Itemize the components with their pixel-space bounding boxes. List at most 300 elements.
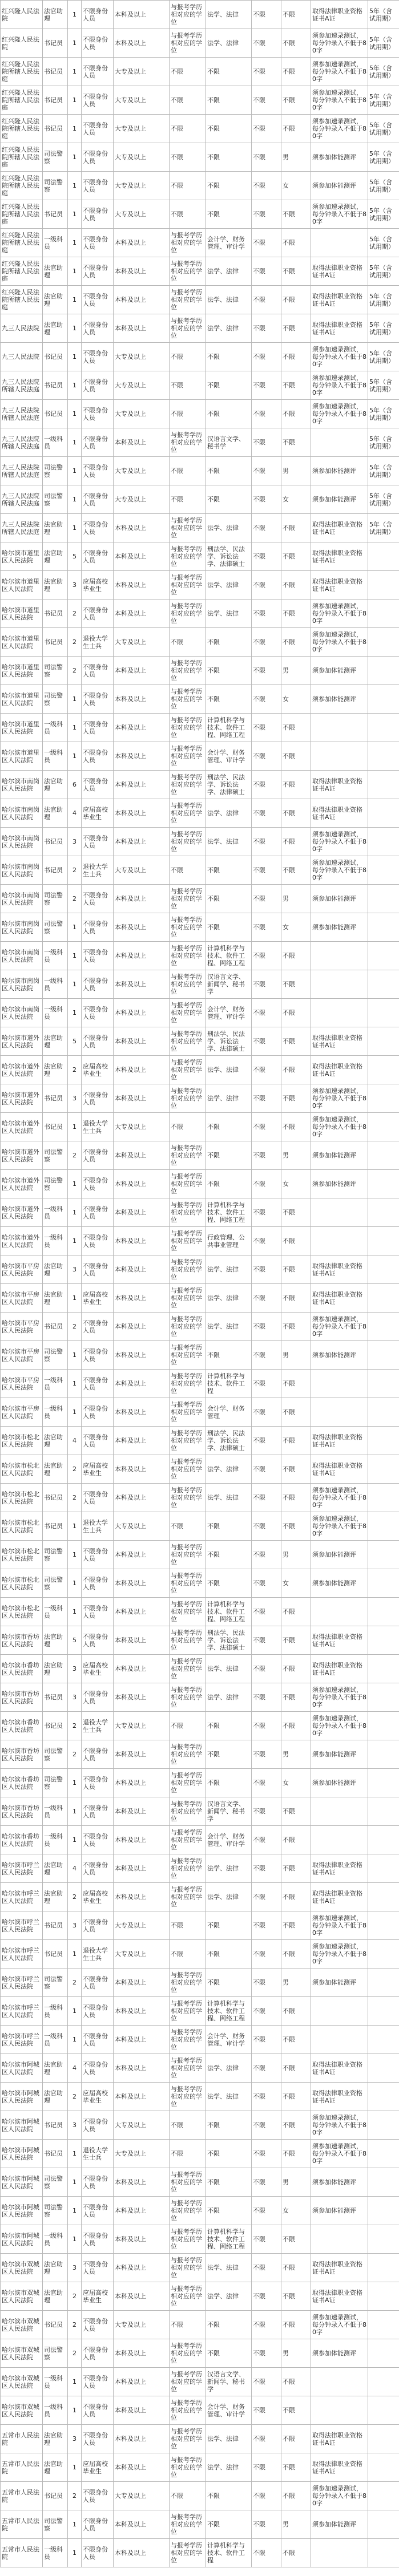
cell-education: 本科及以上 (114, 1769, 170, 1797)
cell-service-period (368, 1056, 399, 1084)
table-row (1, 970, 399, 999)
cell-count: 1 (68, 685, 82, 714)
cell-major: 法学、法律 (206, 1484, 252, 1512)
cell-service-period: 5年（含试用期） (368, 229, 399, 257)
cell-degree: 不限 (170, 2311, 206, 2339)
cell-other-requirements: 须参加速录测试，每分钟录入不低于80字 (311, 1512, 368, 1541)
cell-service-period (368, 1141, 399, 1170)
cell-education: 本科及以上 (114, 1797, 170, 1826)
cell-service-period (368, 742, 399, 771)
cell-position: 法官助理 (43, 2054, 68, 2083)
cell-position: 法官助理 (43, 1255, 68, 1284)
cell-count: 3 (68, 2425, 82, 2453)
cell-count: 3 (68, 1255, 82, 1284)
cell-other-requirements: 须参加体能测评 (311, 1769, 368, 1797)
cell-education: 本科及以上 (114, 1027, 170, 1056)
cell-degree: 与报考学历相对应的学位 (170, 600, 206, 628)
cell-other-requirements: 取得法律职业资格证书A证 (311, 257, 368, 286)
cell-other-requirements: 须参加速录测试，每分钟录入不低于80字 (311, 1683, 368, 1712)
cell-applicant-type: 不限身份人员 (82, 2197, 114, 2225)
cell-agency: 哈尔滨市道里区人民法院 (1, 571, 43, 600)
cell-applicant-type: 不限身份人员 (82, 1027, 114, 1056)
cell-experience: 不限 (252, 1797, 281, 1826)
cell-count: 1 (68, 2396, 82, 2425)
cell-degree: 与报考学历相对应的学位 (170, 1769, 206, 1797)
cell-other-requirements (311, 428, 368, 457)
cell-agency: 哈尔滨市平房区人民法院 (1, 1398, 43, 1427)
cell-applicant-type: 不限身份人员 (82, 1170, 114, 1198)
cell-position: 书记员 (43, 856, 68, 885)
cell-experience: 不限 (252, 1997, 281, 2026)
cell-agency: 哈尔滨市松北区人民法院 (1, 1598, 43, 1626)
cell-education: 大专及以上 (114, 172, 170, 200)
cell-service-period (368, 1740, 399, 1769)
table-row (1, 143, 399, 172)
cell-other-requirements (311, 2396, 368, 2425)
cell-service-period (368, 913, 399, 942)
cell-position: 法官助理 (43, 571, 68, 600)
cell-position: 书记员 (43, 2140, 68, 2168)
table-row (1, 2339, 399, 2368)
cell-count: 3 (68, 1683, 82, 1712)
cell-gender: 男 (281, 457, 311, 485)
cell-service-period (368, 1655, 399, 1683)
cell-gender: 女 (281, 685, 311, 714)
cell-count: 1 (68, 1170, 82, 1198)
cell-education: 本科及以上 (114, 29, 170, 58)
cell-agency: 哈尔滨市道里区人民法院 (1, 600, 43, 628)
cell-major: 不限 (206, 2168, 252, 2197)
cell-other-requirements (311, 1598, 368, 1626)
cell-applicant-type: 不限身份人员 (82, 371, 114, 400)
cell-count: 2 (68, 1141, 82, 1170)
cell-position: 法官助理 (43, 1626, 68, 1655)
cell-applicant-type: 应届高校毕业生 (82, 1655, 114, 1683)
cell-count: 2 (68, 2311, 82, 2339)
cell-gender: 不限 (281, 2054, 311, 2083)
cell-position: 一级科员 (43, 1227, 68, 1255)
cell-service-period (368, 1598, 399, 1626)
cell-gender: 不限 (281, 942, 311, 970)
table-row (1, 1027, 399, 1056)
cell-major: 不限 (206, 1740, 252, 1769)
cell-gender: 不限 (281, 514, 311, 542)
cell-education: 大专及以上 (114, 1512, 170, 1541)
cell-major: 汉语言文学、新闻学、秘书学 (206, 2368, 252, 2396)
cell-count: 1 (68, 1598, 82, 1626)
cell-degree: 不限 (170, 343, 206, 371)
table-row (1, 885, 399, 913)
cell-education: 大专及以上 (114, 200, 170, 229)
cell-position: 书记员 (43, 1113, 68, 1141)
cell-experience: 不限 (252, 1455, 281, 1484)
cell-major: 不限 (206, 2140, 252, 2168)
cell-degree: 与报考学历相对应的学位 (170, 1227, 206, 1255)
cell-service-period (368, 2425, 399, 2453)
cell-count: 1 (68, 2140, 82, 2168)
cell-degree: 与报考学历相对应的学位 (170, 2197, 206, 2225)
cell-other-requirements: 取得法律职业资格证书A证 (311, 314, 368, 343)
cell-degree: 与报考学历相对应的学位 (170, 428, 206, 457)
cell-degree: 与报考学历相对应的学位 (170, 1056, 206, 1084)
cell-degree: 与报考学历相对应的学位 (170, 1740, 206, 1769)
cell-experience: 不限 (252, 2482, 281, 2510)
cell-applicant-type: 退役大学生士兵 (82, 1512, 114, 1541)
cell-applicant-type: 不限身份人员 (82, 1626, 114, 1655)
cell-degree: 与报考学历相对应的学位 (170, 1683, 206, 1712)
cell-education: 本科及以上 (114, 2396, 170, 2425)
cell-major: 计算机科学与技术、软件工程 (206, 1370, 252, 1398)
cell-experience: 不限 (252, 86, 281, 115)
cell-applicant-type: 不限身份人员 (82, 771, 114, 799)
table-row (1, 1541, 399, 1569)
cell-agency: 哈尔滨市阿城区人民法院 (1, 2083, 43, 2111)
cell-major: 不限 (206, 200, 252, 229)
cell-major: 法学、法律 (206, 799, 252, 828)
table-row (1, 2311, 399, 2339)
cell-position: 司法警察 (43, 1569, 68, 1598)
cell-gender: 不限 (281, 1427, 311, 1455)
cell-applicant-type: 不限身份人员 (82, 400, 114, 428)
cell-degree: 与报考学历相对应的学位 (170, 2225, 206, 2254)
table-row (1, 571, 399, 600)
table-row (1, 1313, 399, 1341)
cell-count: 1 (68, 1826, 82, 1854)
cell-applicant-type: 不限身份人员 (82, 2482, 114, 2510)
cell-service-period: 5年（含试用期） (368, 143, 399, 172)
cell-experience: 不限 (252, 657, 281, 685)
cell-count: 1 (68, 229, 82, 257)
cell-education: 本科及以上 (114, 657, 170, 685)
cell-degree: 不限 (170, 1712, 206, 1740)
cell-degree: 与报考学历相对应的学位 (170, 1341, 206, 1370)
cell-count: 1 (68, 2197, 82, 2225)
cell-degree: 与报考学历相对应的学位 (170, 2510, 206, 2539)
cell-position: 书记员 (43, 1683, 68, 1712)
cell-gender: 男 (281, 2339, 311, 2368)
cell-count: 1 (68, 457, 82, 485)
cell-degree: 与报考学历相对应的学位 (170, 229, 206, 257)
cell-agency: 哈尔滨市双城区人民法院 (1, 2311, 43, 2339)
cell-gender: 不限 (281, 856, 311, 885)
cell-experience: 不限 (252, 2111, 281, 2140)
cell-position: 书记员 (43, 600, 68, 628)
cell-applicant-type: 不限身份人员 (82, 457, 114, 485)
table-row (1, 2026, 399, 2054)
cell-degree: 与报考学历相对应的学位 (170, 1598, 206, 1626)
cell-other-requirements: 须参加速录测试，每分钟录入不低于80字 (311, 2311, 368, 2339)
cell-other-requirements: 须参加体能测评 (311, 2339, 368, 2368)
cell-service-period (368, 1113, 399, 1141)
cell-service-period (368, 628, 399, 657)
cell-service-period (368, 1969, 399, 1997)
cell-degree: 与报考学历相对应的学位 (170, 257, 206, 286)
cell-degree: 与报考学历相对应的学位 (170, 2026, 206, 2054)
cell-major: 会计学、财务管理、审计学 (206, 2026, 252, 2054)
table-row (1, 628, 399, 657)
cell-experience: 不限 (252, 343, 281, 371)
cell-gender: 不限 (281, 2111, 311, 2140)
cell-position: 一级科员 (43, 714, 68, 742)
cell-other-requirements: 取得法律职业资格证书A证 (311, 1883, 368, 1911)
cell-position: 书记员 (43, 2111, 68, 2140)
cell-other-requirements: 须参加速录测试，每分钟录入不低于80字 (311, 2482, 368, 2510)
cell-education: 本科及以上 (114, 2168, 170, 2197)
cell-position: 司法警察 (43, 657, 68, 685)
cell-education: 大专及以上 (114, 2140, 170, 2168)
cell-gender: 不限 (281, 828, 311, 856)
cell-position: 法官助理 (43, 286, 68, 314)
cell-applicant-type: 不限身份人员 (82, 1427, 114, 1455)
cell-experience: 不限 (252, 286, 281, 314)
table-row (1, 314, 399, 343)
cell-education: 本科及以上 (114, 2054, 170, 2083)
table-row (1, 1398, 399, 1427)
cell-experience: 不限 (252, 1569, 281, 1598)
cell-position: 书记员 (43, 29, 68, 58)
cell-gender: 不限 (281, 58, 311, 86)
cell-applicant-type: 不限身份人员 (82, 257, 114, 286)
cell-education: 本科及以上 (114, 600, 170, 628)
cell-other-requirements: 须参加体能测评 (311, 1740, 368, 1769)
cell-position: 书记员 (43, 58, 68, 86)
table-row (1, 2197, 399, 2225)
cell-major: 刑法学、民法学、诉讼法学、法律硕士 (206, 542, 252, 571)
cell-agency: 九三人民法院 (1, 314, 43, 343)
cell-service-period (368, 942, 399, 970)
cell-gender: 女 (281, 913, 311, 942)
table-row (1, 1170, 399, 1198)
cell-education: 本科及以上 (114, 2225, 170, 2254)
cell-degree: 与报考学历相对应的学位 (170, 2054, 206, 2083)
cell-position: 法官助理 (43, 2425, 68, 2453)
cell-service-period (368, 2282, 399, 2311)
cell-applicant-type: 退役大学生士兵 (82, 856, 114, 885)
cell-count: 1 (68, 2539, 82, 2567)
cell-education: 本科及以上 (114, 1398, 170, 1427)
cell-degree: 不限 (170, 371, 206, 400)
cell-agency: 哈尔滨市双城区人民法院 (1, 2282, 43, 2311)
cell-education: 本科及以上 (114, 1056, 170, 1084)
cell-applicant-type: 应届高校毕业生 (82, 571, 114, 600)
cell-gender: 不限 (281, 1484, 311, 1512)
cell-experience: 不限 (252, 2539, 281, 2567)
table-row (1, 2111, 399, 2140)
cell-education: 大专及以上 (114, 371, 170, 400)
cell-applicant-type: 不限身份人员 (82, 714, 114, 742)
cell-major: 法学、法律 (206, 1883, 252, 1911)
cell-major: 计算机科学与技术、软件工程、网络工程 (206, 714, 252, 742)
cell-experience: 不限 (252, 542, 281, 571)
table-row (1, 1683, 399, 1712)
cell-gender: 不限 (281, 2539, 311, 2567)
cell-education: 本科及以上 (114, 286, 170, 314)
cell-other-requirements: 须参加速录测试，每分钟录入不低于80字 (311, 343, 368, 371)
cell-gender: 男 (281, 657, 311, 685)
cell-agency: 哈尔滨市道里区人民法院 (1, 714, 43, 742)
cell-agency: 哈尔滨市松北区人民法院 (1, 1455, 43, 1484)
cell-count: 2 (68, 600, 82, 628)
table-row (1, 115, 399, 143)
cell-agency: 哈尔滨市松北区人民法院 (1, 1427, 43, 1455)
cell-position: 一级科员 (43, 942, 68, 970)
cell-major: 法学、法律 (206, 2453, 252, 2482)
cell-position: 一级科员 (43, 1598, 68, 1626)
cell-degree: 与报考学历相对应的学位 (170, 1427, 206, 1455)
cell-degree: 与报考学历相对应的学位 (170, 970, 206, 999)
cell-position: 一级科员 (43, 1198, 68, 1227)
cell-other-requirements: 须参加速录测试，每分钟录入不低于80字 (311, 1484, 368, 1512)
cell-agency: 红兴隆人民法院所辖人民法庭 (1, 58, 43, 86)
cell-gender: 不限 (281, 29, 311, 58)
cell-other-requirements: 须参加速录测试，每分钟录入不低于80字 (311, 115, 368, 143)
cell-agency: 九三人民法院所辖人民法庭 (1, 514, 43, 542)
cell-major: 不限 (206, 1113, 252, 1141)
cell-agency: 哈尔滨市香坊区人民法院 (1, 1826, 43, 1854)
cell-position: 一级科员 (43, 1398, 68, 1427)
cell-agency: 红兴隆人民法院所辖人民法庭 (1, 143, 43, 172)
cell-agency: 哈尔滨市阿城区人民法院 (1, 2168, 43, 2197)
cell-experience: 不限 (252, 1027, 281, 1056)
cell-agency: 哈尔滨市呼兰区人民法院 (1, 1854, 43, 1883)
cell-major: 法学、法律 (206, 1455, 252, 1484)
cell-major: 刑法学、民法学、诉讼法学、法律硕士 (206, 771, 252, 799)
cell-major: 不限 (206, 2111, 252, 2140)
cell-other-requirements: 须参加速录测试，每分钟录入不低于80字 (311, 1712, 368, 1740)
cell-gender: 不限 (281, 1797, 311, 1826)
table-row (1, 1569, 399, 1598)
cell-experience: 不限 (252, 2368, 281, 2396)
cell-applicant-type: 退役大学生士兵 (82, 1940, 114, 1969)
cell-count: 1 (68, 143, 82, 172)
cell-gender: 不限 (281, 1712, 311, 1740)
cell-degree: 与报考学历相对应的学位 (170, 999, 206, 1027)
table-row (1, 1113, 399, 1141)
cell-experience: 不限 (252, 2425, 281, 2453)
cell-degree: 不限 (170, 400, 206, 428)
cell-agency: 五常市人民法院 (1, 2482, 43, 2510)
cell-service-period (368, 1427, 399, 1455)
cell-experience: 不限 (252, 1626, 281, 1655)
cell-agency: 哈尔滨市呼兰区人民法院 (1, 1969, 43, 1997)
cell-agency: 哈尔滨市道里区人民法院 (1, 628, 43, 657)
cell-gender: 不限 (281, 115, 311, 143)
cell-experience: 不限 (252, 2225, 281, 2254)
cell-service-period (368, 1027, 399, 1056)
cell-position: 法官助理 (43, 1455, 68, 1484)
cell-gender: 不限 (281, 2282, 311, 2311)
cell-degree: 与报考学历相对应的学位 (170, 1797, 206, 1826)
cell-major: 法学、法律 (206, 1854, 252, 1883)
cell-service-period (368, 1084, 399, 1113)
table-row (1, 257, 399, 286)
cell-major: 计算机科学与技术、软件工程、网络工程 (206, 1598, 252, 1626)
cell-degree: 与报考学历相对应的学位 (170, 1198, 206, 1227)
cell-applicant-type: 不限身份人员 (82, 2311, 114, 2339)
cell-agency: 九三人民法院所辖人民法庭 (1, 428, 43, 457)
cell-position: 法官助理 (43, 314, 68, 343)
cell-education: 本科及以上 (114, 742, 170, 771)
cell-gender: 男 (281, 1740, 311, 1769)
cell-position: 法官助理 (43, 1854, 68, 1883)
cell-other-requirements: 须参加速录测试，每分钟录入不低于80字 (311, 1313, 368, 1341)
cell-other-requirements: 取得法律职业资格证书A证 (311, 799, 368, 828)
table-row (1, 2168, 399, 2197)
cell-education: 本科及以上 (114, 571, 170, 600)
cell-position: 司法警察 (43, 1740, 68, 1769)
cell-position: 法官助理 (43, 2453, 68, 2482)
cell-count: 3 (68, 571, 82, 600)
cell-other-requirements: 取得法律职业资格证书A证 (311, 286, 368, 314)
cell-position: 法官助理 (43, 2282, 68, 2311)
cell-other-requirements: 须参加体能测评 (311, 2168, 368, 2197)
table-row (1, 2225, 399, 2254)
cell-degree: 不限 (170, 2482, 206, 2510)
cell-major: 法学、法律 (206, 2254, 252, 2282)
cell-education: 大专及以上 (114, 457, 170, 485)
cell-experience: 不限 (252, 1484, 281, 1512)
cell-service-period: 5年（含试用期） (368, 514, 399, 542)
table-row (1, 1284, 399, 1313)
cell-experience: 不限 (252, 2453, 281, 2482)
cell-experience: 不限 (252, 2282, 281, 2311)
cell-experience: 不限 (252, 2168, 281, 2197)
cell-agency: 哈尔滨市南岗区人民法院 (1, 828, 43, 856)
cell-count: 1 (68, 2453, 82, 2482)
cell-education: 本科及以上 (114, 1427, 170, 1455)
cell-count: 1 (68, 343, 82, 371)
cell-count: 1 (68, 742, 82, 771)
cell-major: 法学、法律 (206, 1255, 252, 1284)
cell-applicant-type: 不限身份人员 (82, 885, 114, 913)
cell-agency: 红兴隆人民法院所辖人民法庭 (1, 115, 43, 143)
cell-major: 法学、法律 (206, 2282, 252, 2311)
cell-count: 1 (68, 1, 82, 29)
cell-major: 不限 (206, 2482, 252, 2510)
cell-other-requirements: 须参加速录测试，每分钟录入不低于80字 (311, 58, 368, 86)
cell-experience: 不限 (252, 2083, 281, 2111)
cell-gender: 不限 (281, 1370, 311, 1398)
cell-agency: 哈尔滨市道外区人民法院 (1, 1227, 43, 1255)
cell-degree: 与报考学历相对应的学位 (170, 2539, 206, 2567)
cell-education: 本科及以上 (114, 1969, 170, 1997)
cell-degree: 与报考学历相对应的学位 (170, 771, 206, 799)
cell-other-requirements: 须参加速录测试，每分钟录入不低于80字 (311, 2111, 368, 2140)
cell-other-requirements: 须参加体能测评 (311, 1541, 368, 1569)
cell-other-requirements: 取得法律职业资格证书A证 (311, 1284, 368, 1313)
cell-agency: 红兴隆人民法院所辖人民法庭 (1, 229, 43, 257)
cell-gender: 女 (281, 1170, 311, 1198)
cell-gender: 不限 (281, 2311, 311, 2339)
cell-service-period (368, 1712, 399, 1740)
cell-applicant-type: 不限身份人员 (82, 2510, 114, 2539)
cell-major: 法学、法律 (206, 1683, 252, 1712)
cell-service-period (368, 1883, 399, 1911)
cell-experience: 不限 (252, 913, 281, 942)
cell-degree: 与报考学历相对应的学位 (170, 2453, 206, 2482)
cell-count: 1 (68, 1940, 82, 1969)
cell-service-period (368, 571, 399, 600)
cell-education: 本科及以上 (114, 428, 170, 457)
cell-applicant-type: 不限身份人员 (82, 1, 114, 29)
cell-gender: 不限 (281, 2368, 311, 2396)
cell-degree: 不限 (170, 1911, 206, 1940)
cell-gender: 不限 (281, 1398, 311, 1427)
cell-major: 汉语言文学、新闻学、秘书学 (206, 1797, 252, 1826)
cell-position: 一级科员 (43, 2539, 68, 2567)
table-row (1, 1740, 399, 1769)
cell-service-period: 5年（含试用期） (368, 457, 399, 485)
